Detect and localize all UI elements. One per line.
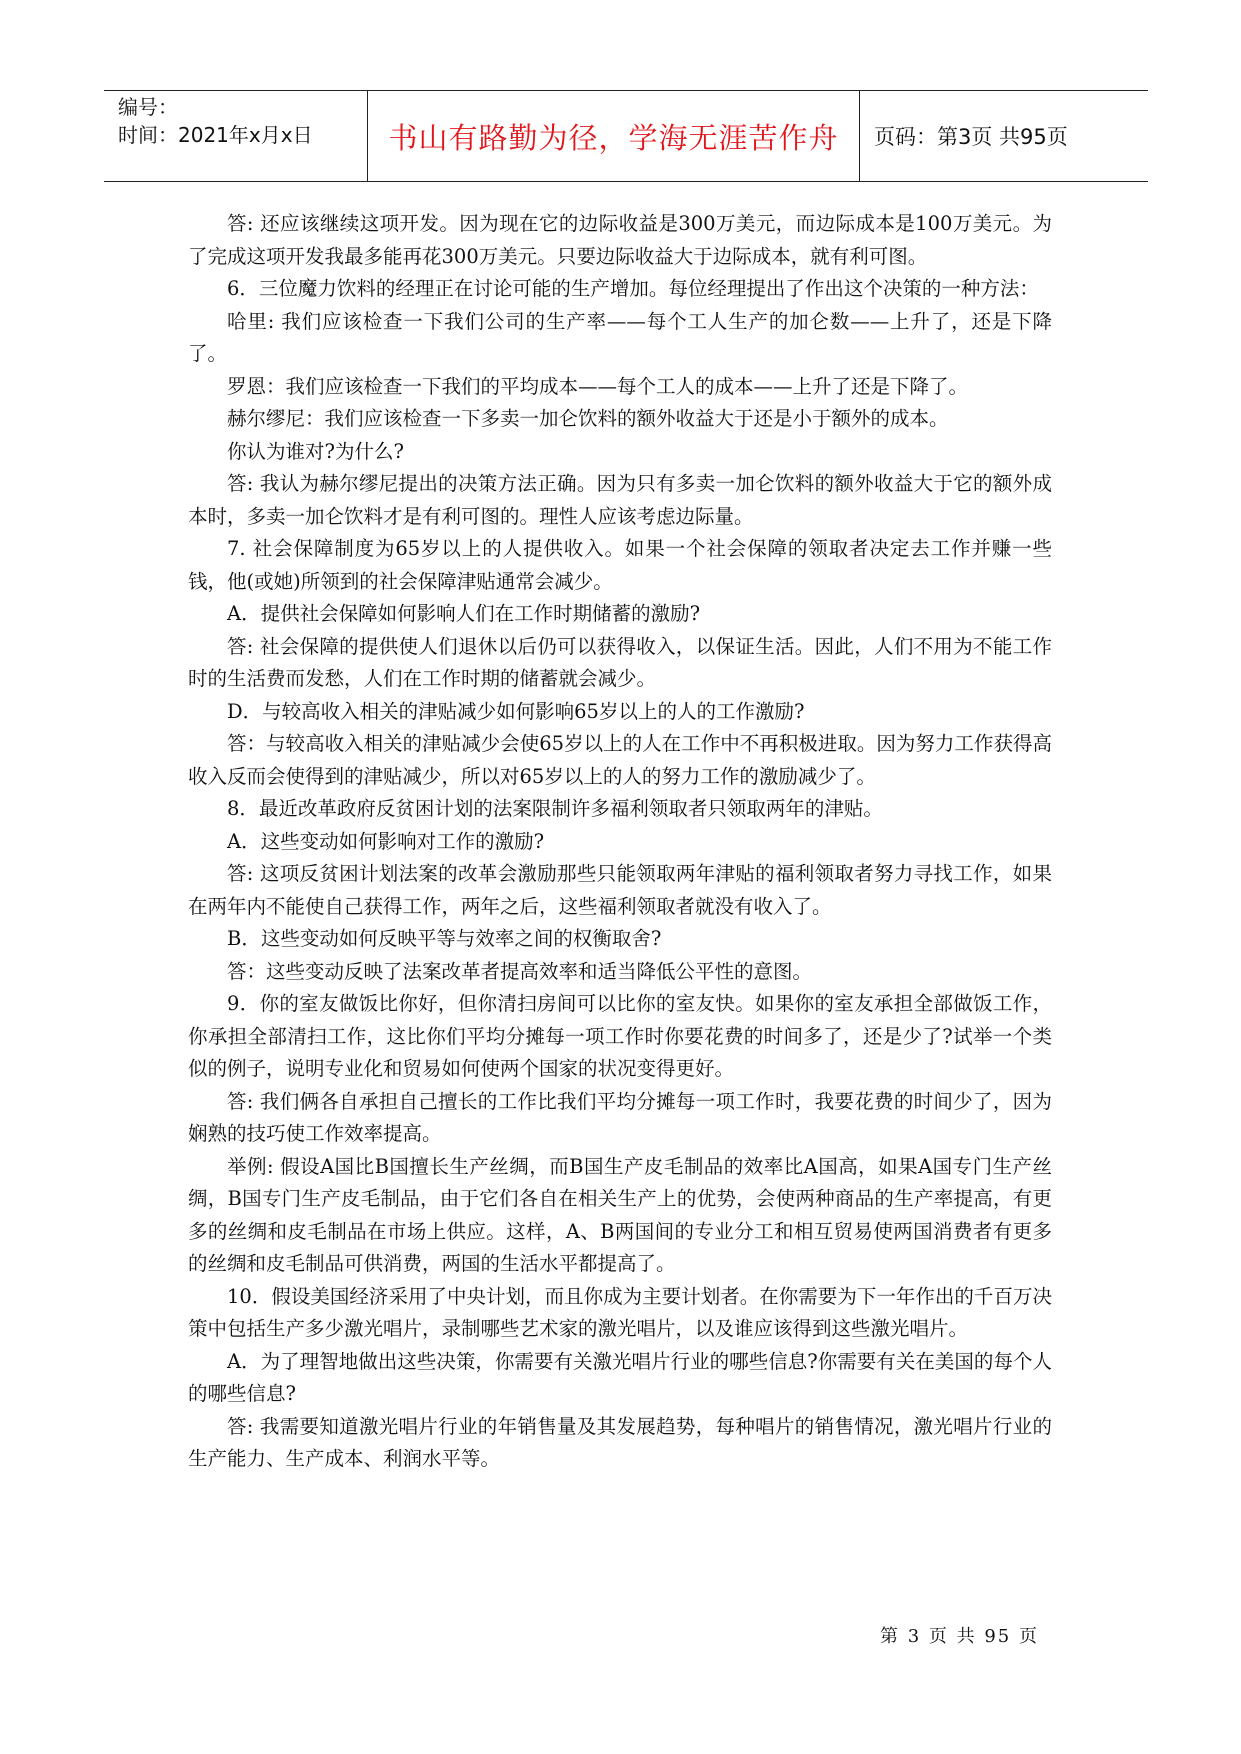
document-time-label: 时间：2021年x月x日 (118, 123, 313, 147)
paragraph: 9．你的室友做饭比你好，但你清扫房间可以比你的室友快。如果你的室友承担全部做饭工作，你承担全部清扫工作，这比你们平均分摊每一项工作时你要花费的时间多了，还是少了?试举一个类似的例子，说明专业化和贸易如何使两个国家的状况变得更好。 (188, 992, 1052, 1080)
document-number-label: 编号： (118, 95, 178, 119)
paragraph: 答: 还应该继续这项开发。因为现在它的边际收益是300万美元，而边际成本是100万美元。为了完成这项开发我最多能再花300万美元。只要边际收益大于边际成本，就有利可图。 (188, 212, 1052, 268)
paragraph: 答: 我需要知道激光唱片行业的年销售量及其发展趋势，每种唱片的销售情况，激光唱片行业的生产能力、生产成本、利润水平等。 (188, 1414, 1052, 1470)
paragraph: 8．最近改革政府反贫困计划的法案限制许多福利领取者只领取两年的津贴。 (227, 797, 883, 820)
paragraph: A．提供社会保障如何影响人们在工作时期储蓄的激励? (227, 602, 701, 625)
paragraph: 举例: 假设A国比B国擅长生产丝绸，而B国生产皮毛制品的效率比A国高，如果A国专门生产丝绸，B国专门生产皮毛制品，由于它们各自在相关生产上的优势，会使两种商品的生产率提高，有更多的丝绸和皮毛制品在市场上供应。这样，A、B两国间的专业分工和相互贸易使两国消费者有更多的丝绸和皮毛制品可供消费，两国的生活水平都提高了。 (188, 1154, 1052, 1275)
header-info-cell (104, 91, 368, 181)
document-body (188, 208, 1052, 1476)
header-motto: 书山有路勤为径，学海无涯苦作舟 (388, 120, 839, 155)
paragraph: 答: 我们俩各自承担自己擅长的工作比我们平均分摊每一项工作时，我要花费的时间少了，因为娴熟的技巧使工作效率提高。 (188, 1089, 1052, 1145)
paragraph: 答：与较高收入相关的津贴减少会使65岁以上的人在工作中不再积极进取。因为努力工作获得高收入反而会使得到的津贴减少，所以对65岁以上的人的努力工作的激励减少了。 (188, 732, 1052, 788)
footer-page-number: 第 3 页 共 95 页 (880, 1626, 1039, 1647)
paragraph: 10．假设美国经济采用了中央计划，而且你成为主要计划者。在你需要为下一年作出的千百万决策中包括生产多少激光唱片，录制哪些艺术家的激光唱片，以及谁应该得到这些激光唱片。 (188, 1284, 1052, 1340)
paragraph: A．这些变动如何影响对工作的激励? (227, 829, 545, 853)
header-page-cell (860, 91, 1148, 181)
page-header (104, 90, 1148, 182)
paragraph: 罗恩：我们应该检查一下我们的平均成本——每个工人的成本——上升了还是下降了。 (227, 374, 969, 398)
paragraph: D．与较高收入相关的津贴减少如何影响65岁以上的人的工作激励? (227, 699, 805, 723)
header-motto-cell (368, 91, 860, 181)
paragraph: 答: 我认为赫尔缪尼提出的决策方法正确。因为只有多卖一加仑饮料的额外收益大于它的额外成本时，多卖一加仑饮料才是有利可图的。理性人应该考虑边际量。 (188, 472, 1052, 528)
paragraph: 答: 社会保障的提供使人们退休以后仍可以获得收入，以保证生活。因此，人们不用为不能工作时的生活费而发愁，人们在工作时期的储蓄就会减少。 (188, 634, 1052, 690)
paragraph: B．这些变动如何反映平等与效率之间的权衡取舍? (227, 927, 662, 950)
paragraph: 6．三位魔力饮料的经理正在讨论可能的生产增加。每位经理提出了作出这个决策的一种方法： (227, 277, 1039, 300)
paragraph: 哈里: 我们应该检查一下我们公司的生产率——每个工人生产的加仑数——上升了，还是下降了。 (188, 309, 1052, 365)
paragraph: 7. 社会保障制度为65岁以上的人提供收入。如果一个社会保障的领取者决定去工作并赚一些钱，他(或她)所领到的社会保障津贴通常会减少。 (188, 537, 1052, 593)
page-footer (880, 1622, 1039, 1648)
header-page-code: 页码：第3页 共95页 (874, 125, 1068, 149)
paragraph: A．为了理智地做出这些决策，你需要有关激光唱片行业的哪些信息?你需要有关在美国的每个人的哪些信息? (188, 1349, 1052, 1405)
paragraph: 答：这些变动反映了法案改革者提高效率和适当降低公平性的意图。 (227, 959, 813, 983)
paragraph: 答: 这项反贫困计划法案的改革会激励那些只能领取两年津贴的福利领取者努力寻找工作，如果在两年内不能使自己获得工作，两年之后，这些福利领取者就没有收入了。 (188, 862, 1052, 918)
paragraph: 你认为谁对?为什么? (227, 439, 404, 463)
paragraph: 赫尔缪尼：我们应该检查一下多卖一加仑饮料的额外收益大于还是小于额外的成本。 (227, 407, 949, 430)
